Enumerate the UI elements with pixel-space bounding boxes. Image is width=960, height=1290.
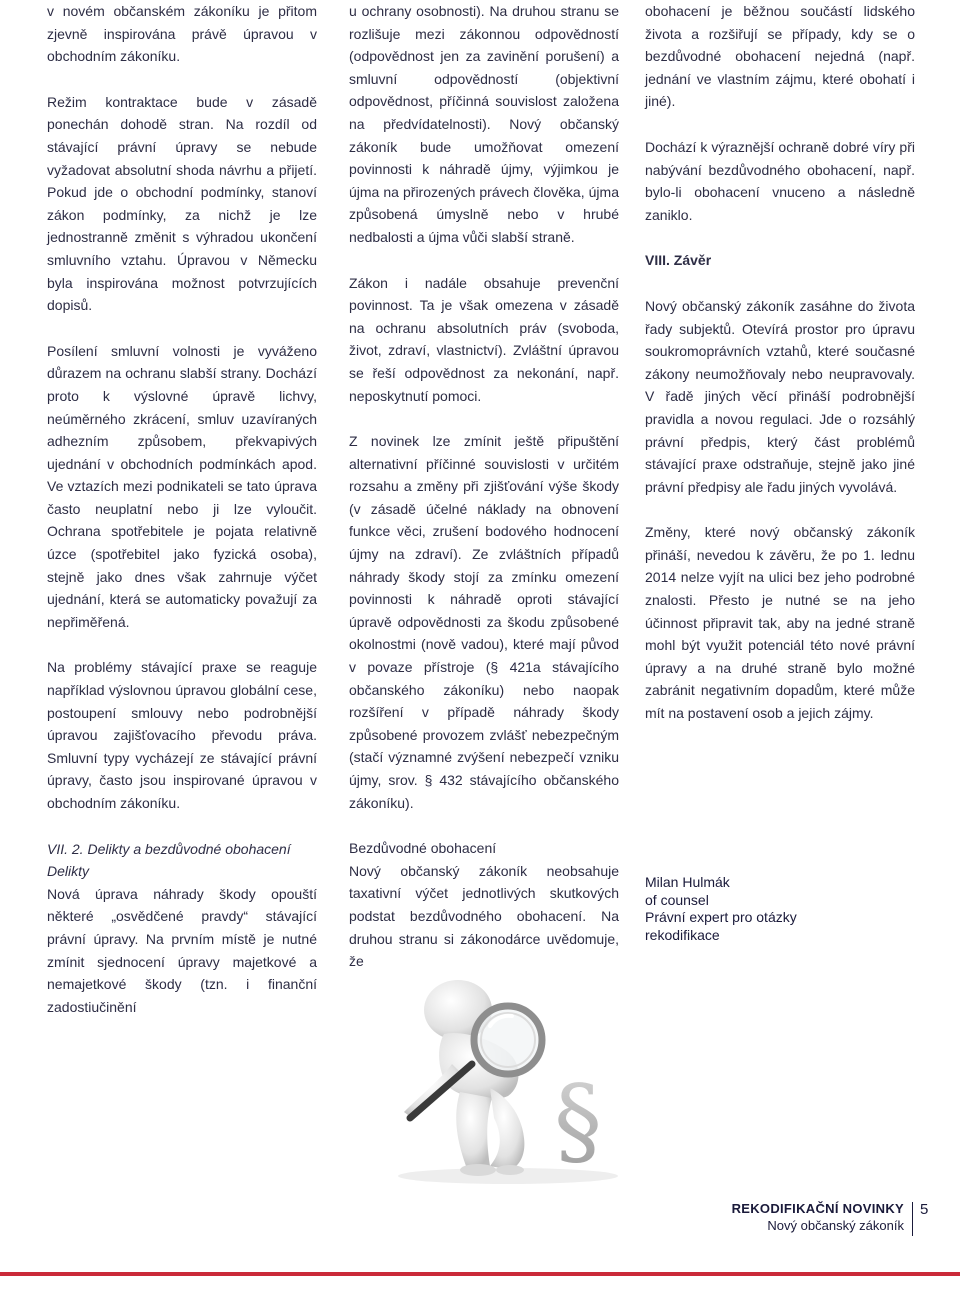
- paragraph: Nový občanský zákoník neobsahuje taxativní výčet jednotlivých skutkových podstat bezdůvodného obohacení. Na druhou stranu si zákonodárce uvědomuje, že: [349, 862, 619, 970]
- footer-publication: [732, 1200, 904, 1234]
- publication-subtitle: Nový občanský zákoník: [767, 1218, 904, 1233]
- paragraph: Dochází k výraznější ochraně dobré víry při nabývání bezdůvodného obohacení, např. bylo-li obohacení vnuceno a následně zaniklo.: [645, 138, 915, 223]
- magnifier-figure-paragraph-icon: [340, 968, 640, 1188]
- paragraph: v novém občanském zákoníku je přitom zjevně inspirována právě úpravou v obchodním zákoníku.: [47, 3, 317, 65]
- paragraph: Zákon i nadále obsahuje prevenční povinnost. Ta je však omezena v zásadě na ochranu absolutních práv (svoboda, život, zdraví, vlastnictví). Zvláštní úpravou se řeší odpovědnost za nekonání, např. neposkytnutí pomoci.: [349, 274, 619, 404]
- author-title: Právní expert pro otázky: [645, 909, 797, 925]
- subsection-heading: Delikty: [47, 863, 90, 880]
- text-column-3: [645, 0, 915, 725]
- publication-title: REKODIFIKAČNÍ NOVINKY: [731, 1201, 904, 1216]
- paragraph: Na problémy stávající praxe se reaguje například výslovnou úpravou globální cese, postoupení smlouvy nebo podrobnější úpravou zajišťovacího převodu práva. Smluvní typy vycházejí ze stávající právní úpravy, často jsou inspirované úpravou v obchodním zákoníku.: [47, 659, 317, 811]
- paragraph: Nový občanský zákoník zasáhne do života řady subjektů. Otevírá prostor pro úpravu soukromoprávních vztahů, které současné zákony neumožňovaly nebo neupravovaly. V řadě jiných věcí přináší podrobnější pravidla a novou regulaci. Jde o rozsáhlý právní předpis, který část problémů stávající praxe odstraňuje, stejně jako jiné právní předpisy ale řadu jiných vyvolává.: [645, 297, 915, 495]
- text-column-1: [47, 0, 317, 1018]
- bottom-accent-bar: [0, 1272, 960, 1276]
- footer-divider: [912, 1202, 913, 1236]
- author-name: Milan Hulmák: [645, 874, 730, 890]
- section-heading: VII. 2. Delikty a bezdůvodné obohacení: [47, 840, 291, 857]
- paragraph: obohacení je běžnou součástí lidského života a rozšiřují se případy, kdy se o bezdůvodné obohacení nejedná (např. jednání ve vlastním zájmu, které obohatí i jiné).: [645, 3, 915, 110]
- author-block: [645, 874, 797, 944]
- paragraph: Režim kontraktace bude v zásadě ponechán dohodě stran. Na rozdíl od stávající právní úpravy se nebude vyžadovat absolutní shoda návrhu a přijetí. Pokud jde o obchodní podmínky, stanoví zákon podmínky, za nichž je lze jednostranně změnit s výhradou ukončení smluvního vztahu. Úpravou v Německu byla inspirována možnost potvrzujících dopisů.: [47, 93, 317, 314]
- paragraph: u ochrany osobnosti). Na druhou stranu se rozlišuje mezi zákonnou odpovědností (odpovědnost jen za zavinění porušení) a smluvní odpovědností (objektivní odpovědnost, příčinná souvislost založena na předvídatelnosti). Nový občanský zákoník bude umožňovat omezení povinnosti k náhradě újmy, výjimkou je újma na přirozených právech člověka, újma způsobená úmyslně nebo v hrubé nedbalosti a újma vůči slabší straně.: [349, 3, 619, 245]
- paragraph: Z novinek lze zmínit ještě připuštění alternativní příčinné souvislosti v určitém rozsahu a změny při zjišťování výše škody (v zásadě účelné náklady na obnovení funkce věci, zrušení bodového hodnocení újmy na zdraví). Ze zvláštních případů náhrady škody stojí za zmínku omezení povinnosti k náhradě oproti stávající úpravě odpovědnosti za škodu způsobené okolnostmi (nově vadou), které mají původ v povaze přístroje (§ 421a stávajícího občanského zákoníku) nebo naopak rozšíření v případě náhrady škody způsobené provozem zvlášť nebezpečným (stačí významné zvýšení nebezpečí vzniku újmy, srov. § 432 stávajícího občanského zákoníku).: [349, 433, 619, 811]
- subsection-heading: Bezdůvodné obohacení: [349, 840, 497, 857]
- svg-text:§: §: [554, 1065, 602, 1177]
- paragraph: Nová úprava náhrady škody opouští některé „osvědčené pravdy“ stávající právní úpravy. Na prvním místě je nutné zmínit sjednocení úpravy majetkové a nemajetkové škody (tzn. i finanční zadostiučinění: [47, 885, 317, 1015]
- section-heading: VIII. Závěr: [645, 252, 712, 269]
- text-column-2: [349, 0, 619, 973]
- author-title: rekodifikace: [645, 926, 720, 943]
- author-role: of counsel: [645, 891, 709, 908]
- page-number: 5: [920, 1201, 929, 1218]
- paragraph: Změny, které nový občanský zákoník přináší, nevedou k závěru, že po 1. lednu 2014 nelze vyjít na ulici bez jeho podrobné znalosti. Přesto je nutné se na jeho účinnost připravit tak, aby na jedné straně mohl být využit potenciál této nové právní úpravy a na druhé straně bylo možné zabránit negativním dopadům, které může mít na postavení osob a jejich zájmy.: [645, 524, 915, 722]
- paragraph: Posílení smluvní volnosti je vyváženo důrazem na ochranu slabší strany. Dochází proto k výslovné úpravě lichvy, neúměrného zkrácení, smluv uzavíraných adhezním způsobem, překvapivých ujednání v obchodních podmínkách apod. Ve vztazích mezi podnikateli se tato úprava často neuplatní nebo ji lze vyloučit. Ochrana spotřebitele je pojata relativně úzce (spotřebitel jako fyzická osoba), stejně jako dnes však zahrnuje výčet ujednání, která se automaticky považují za nepřiměřená.: [47, 342, 317, 630]
